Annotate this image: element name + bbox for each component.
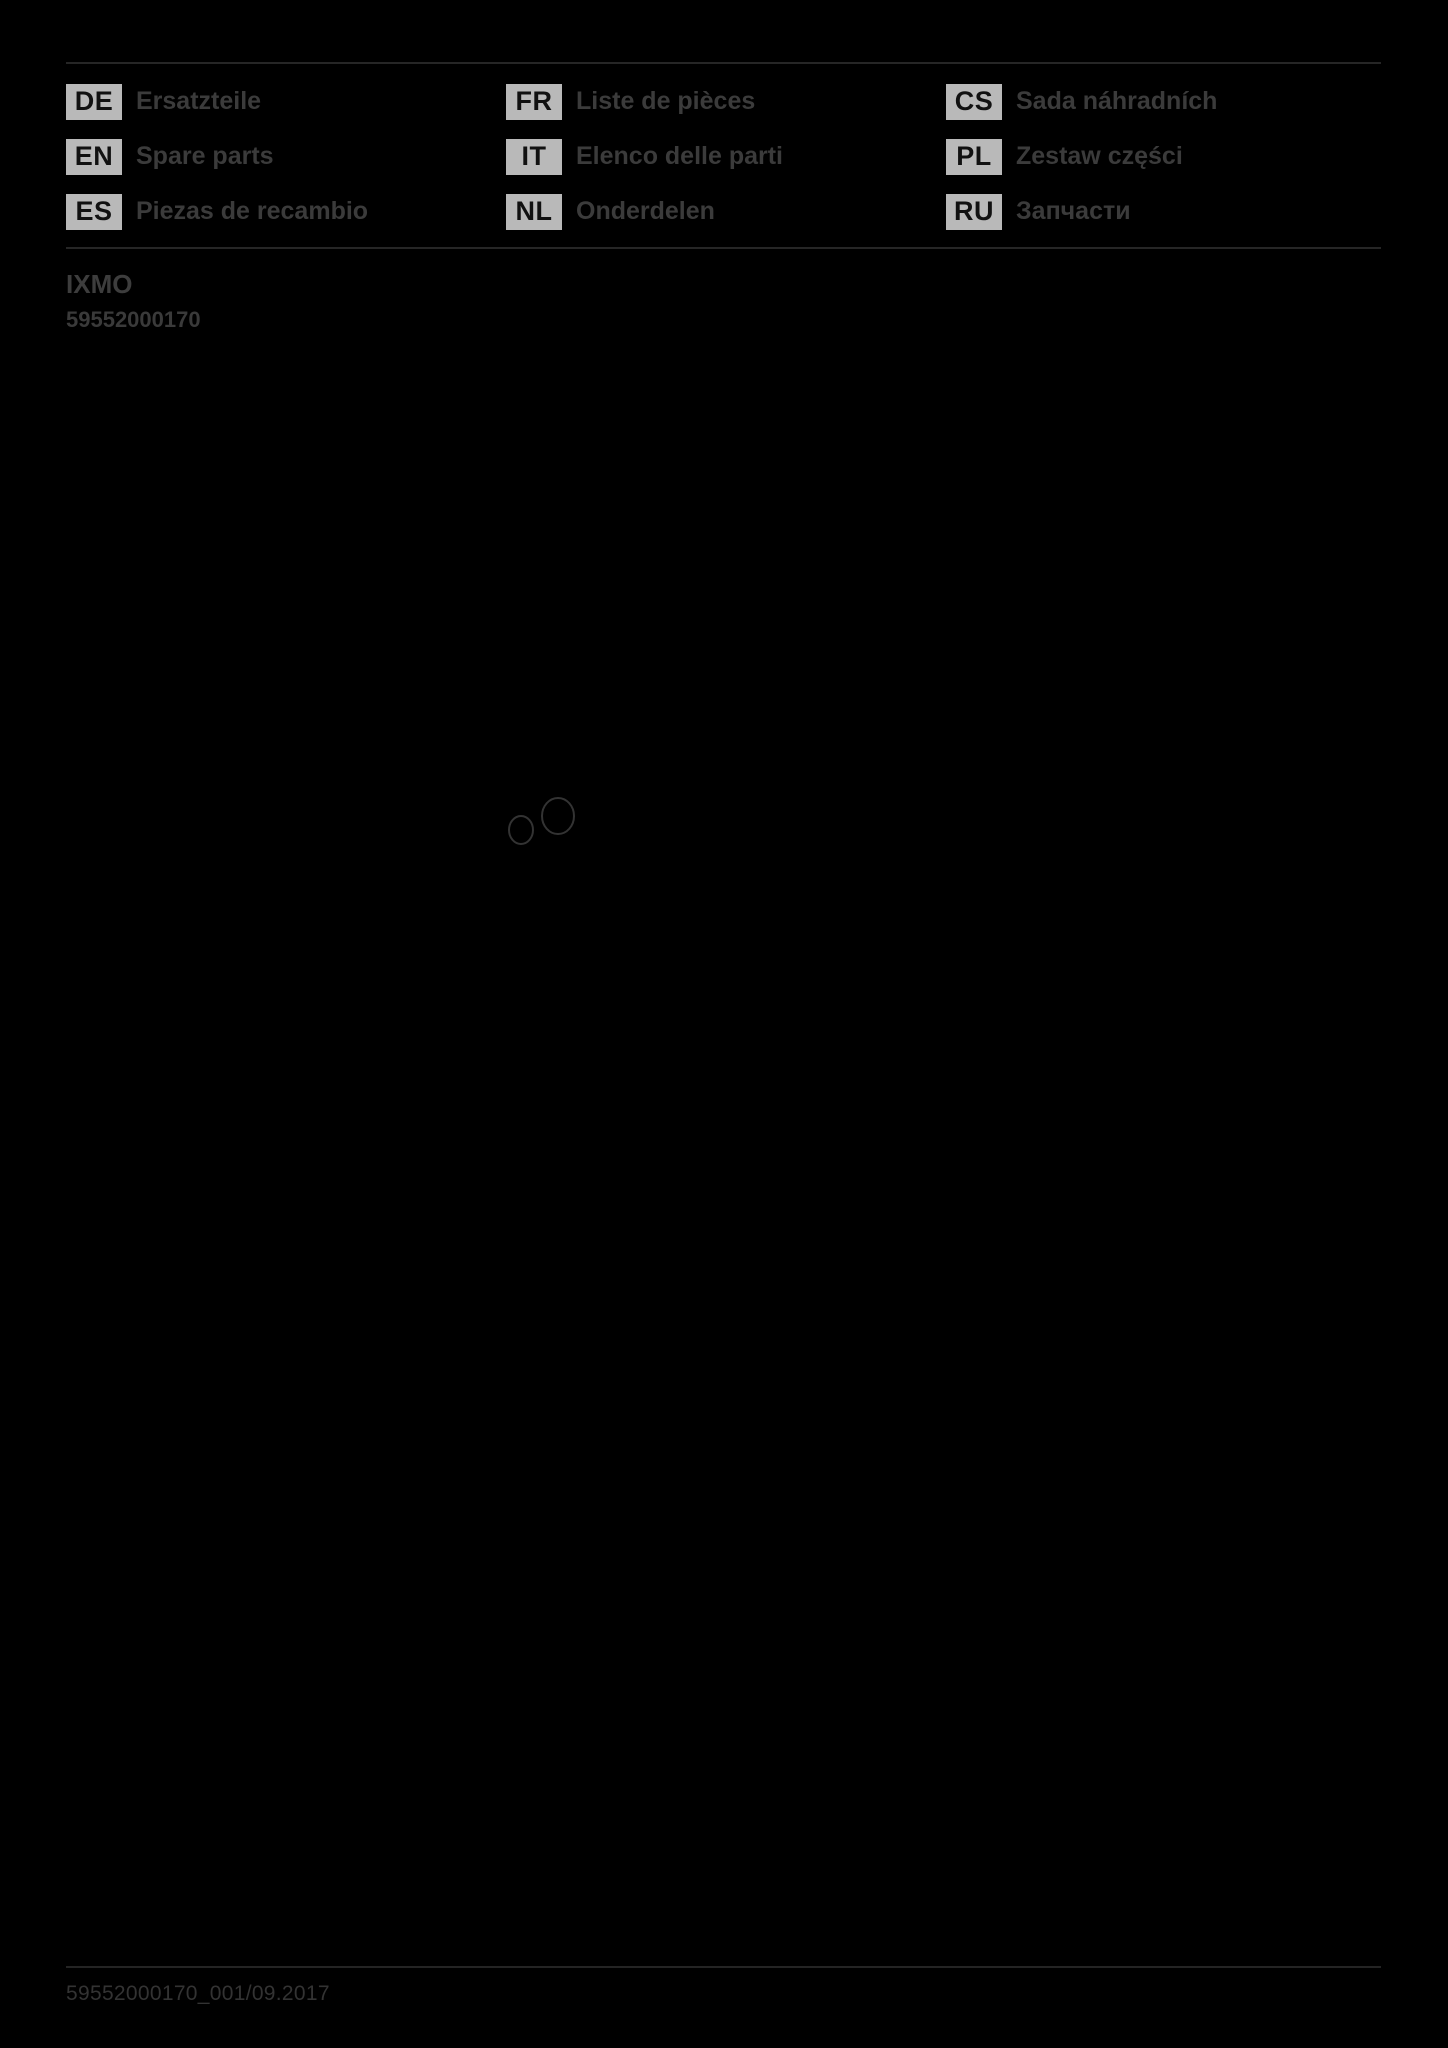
language-label: Liste de pièces: [576, 87, 756, 115]
language-code-badge: DE: [66, 84, 122, 120]
language-label: Elenco delle parti: [576, 142, 784, 170]
language-entry-cs: [946, 74, 1381, 129]
page-footer: [66, 1966, 1381, 2006]
language-grid: [66, 74, 1381, 239]
product-code: 59552000170: [66, 306, 201, 332]
language-entry-en: [66, 129, 506, 184]
product-identification: [66, 268, 201, 335]
language-code-badge: FR: [506, 84, 562, 120]
language-entry-it: [506, 129, 946, 184]
language-label: Ersatzteile: [136, 87, 262, 115]
language-entry-de: [66, 74, 506, 129]
language-header: [66, 62, 1381, 249]
language-code-badge: EN: [66, 139, 122, 175]
product-name: IXMO: [66, 269, 133, 299]
language-code-badge: NL: [506, 194, 562, 230]
language-code-badge: PL: [946, 139, 1002, 175]
language-code-badge: ES: [66, 194, 122, 230]
language-label: Запчасти: [1016, 197, 1131, 225]
part-outline-icon: [496, 780, 616, 860]
language-code-badge: IT: [506, 139, 562, 175]
language-label: Piezas de recambio: [136, 197, 369, 225]
language-entry-fr: [506, 74, 946, 129]
language-label: Zestaw części: [1016, 142, 1183, 170]
language-entry-es: [66, 184, 506, 239]
language-label: Onderdelen: [576, 197, 715, 225]
language-code-badge: RU: [946, 194, 1002, 230]
language-entry-ru: [946, 184, 1381, 239]
language-label: Sada náhradních: [1016, 87, 1218, 115]
language-label: Spare parts: [136, 142, 274, 170]
language-entry-pl: [946, 129, 1381, 184]
language-code-badge: CS: [946, 84, 1002, 120]
language-entry-nl: [506, 184, 946, 239]
footer-reference: 59552000170_001/09.2017: [66, 1982, 330, 2005]
exploded-view-drawing: [66, 330, 1381, 1950]
